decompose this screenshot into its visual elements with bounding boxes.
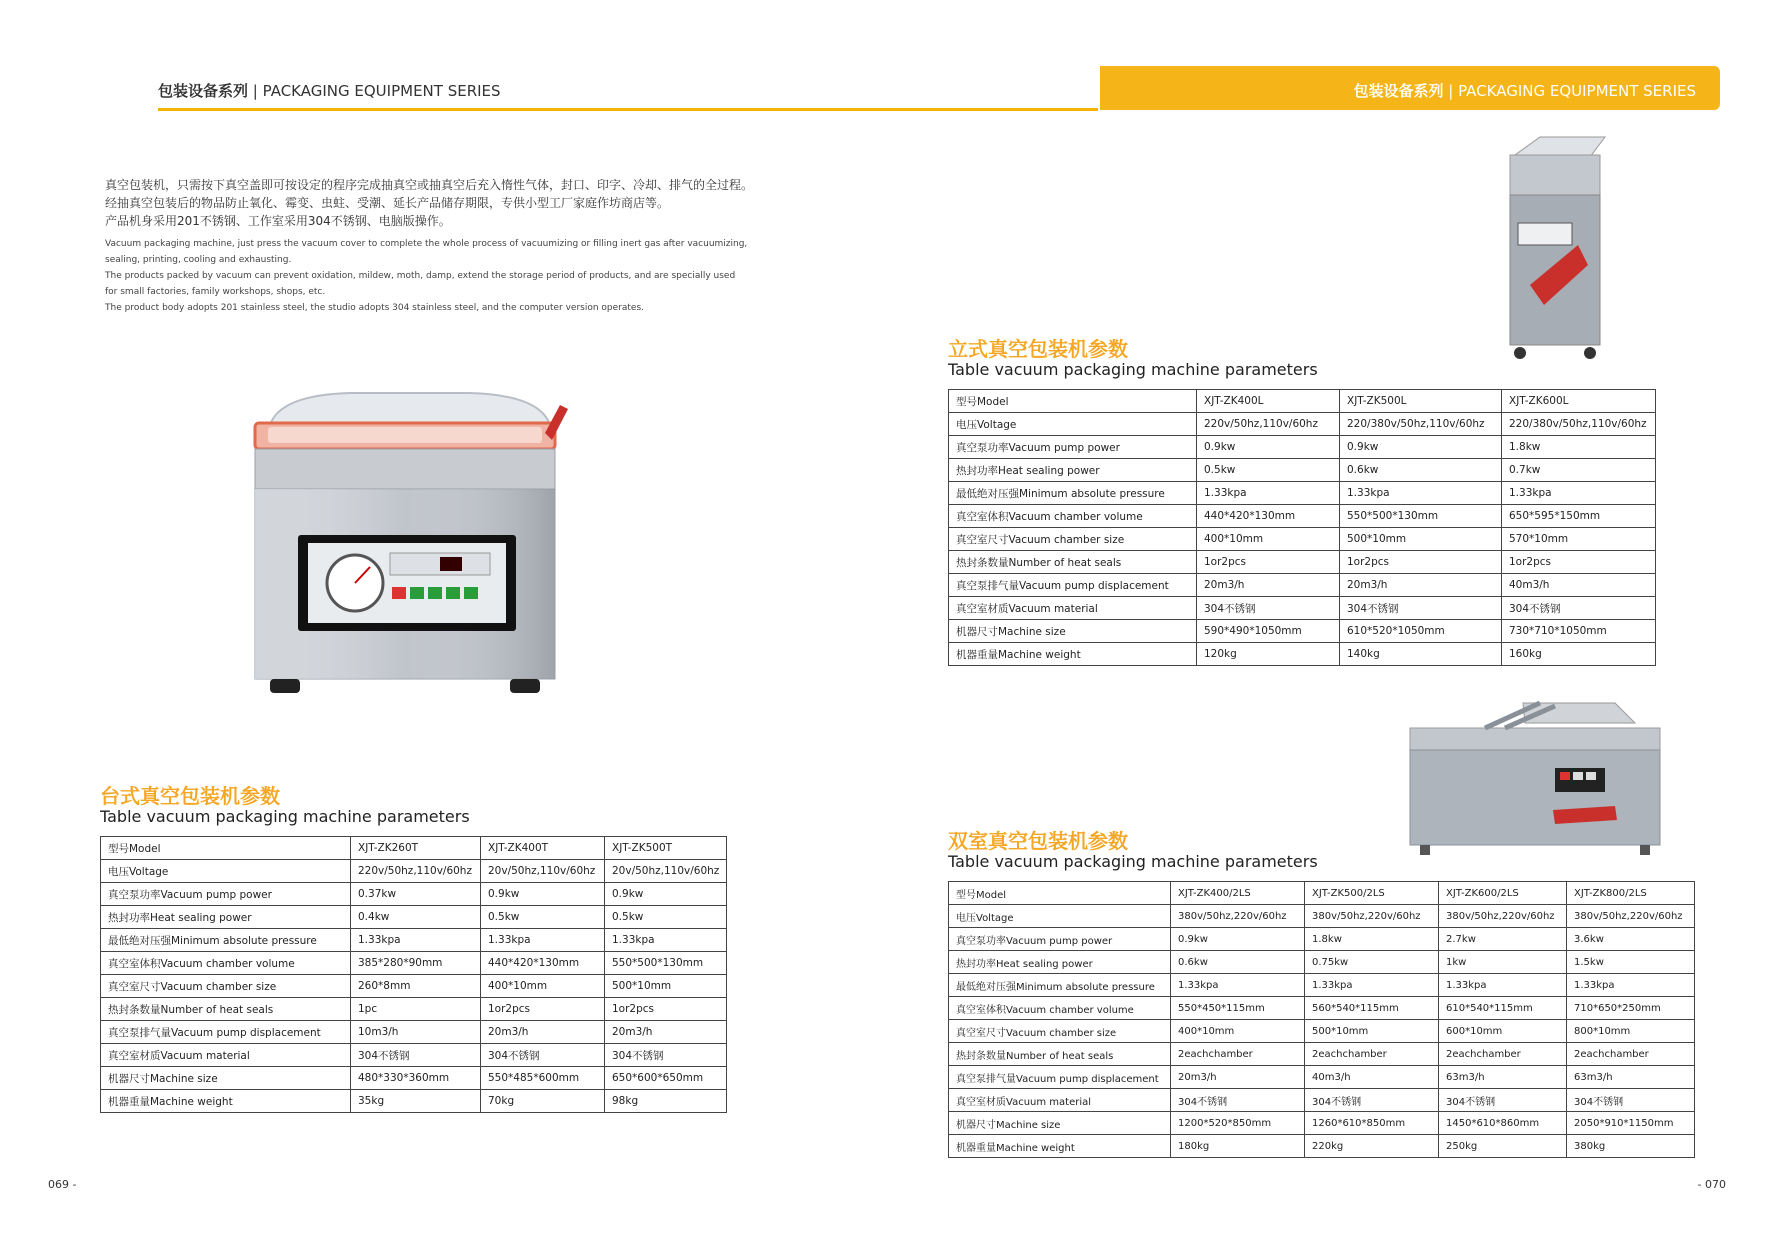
- parameter-value: 20m3/h: [1340, 574, 1502, 597]
- parameter-label: 真空室尺寸Vacuum chamber size: [949, 528, 1197, 551]
- parameter-label: 型号Model: [101, 837, 351, 860]
- parameter-value: 220/380v/50hz,110v/60hz: [1502, 413, 1656, 436]
- parameter-label: 真空室材质Vacuum material: [101, 1044, 351, 1067]
- parameter-value: 160kg: [1502, 643, 1656, 666]
- parameter-value: 304不锈钢: [1567, 1089, 1695, 1112]
- page-number-left: 069 -: [48, 1178, 77, 1191]
- parameter-value: 550*500*130mm: [605, 952, 727, 975]
- table-row: [949, 413, 1656, 436]
- intro-en-line: sealing, printing, cooling and exhausting.: [105, 255, 292, 265]
- intro-en-line: for small factories, family workshops, shops, etc.: [105, 287, 326, 297]
- parameter-value: 1or2pcs: [1197, 551, 1340, 574]
- header-left-en: PACKAGING EQUIPMENT SERIES: [262, 82, 501, 100]
- table-row: [949, 597, 1656, 620]
- parameter-value: 1or2pcs: [1340, 551, 1502, 574]
- parameter-value: 550*485*600mm: [481, 1067, 605, 1090]
- parameter-value: 560*540*115mm: [1305, 997, 1439, 1020]
- parameter-value: 590*490*1050mm: [1197, 620, 1340, 643]
- parameter-value: 140kg: [1340, 643, 1502, 666]
- parameter-value: 20v/50hz,110v/60hz: [481, 860, 605, 883]
- parameter-value: XJT-ZK400T: [481, 837, 605, 860]
- parameter-value: 1200*520*850mm: [1171, 1112, 1305, 1135]
- header-right-cn: 包装设备系列: [1353, 82, 1444, 100]
- table-row: [101, 998, 727, 1021]
- parameter-value: 800*10mm: [1567, 1020, 1695, 1043]
- parameter-value: 650*600*650mm: [605, 1067, 727, 1090]
- parameter-label: 真空泵功率Vacuum pump power: [101, 883, 351, 906]
- table-row: [949, 574, 1656, 597]
- double-machine-spec-table: [948, 881, 1695, 1158]
- table-row: [101, 1021, 727, 1044]
- table-machine-title-cn: 台式真空包装机参数: [100, 784, 280, 808]
- parameter-value: 610*540*115mm: [1439, 997, 1567, 1020]
- parameter-value: 1pc: [351, 998, 481, 1021]
- parameter-label: 机器重量Machine weight: [949, 643, 1197, 666]
- intro-cn-line: 真空包装机，只需按下真空盖即可按设定的程序完成抽真空或抽真空后充入惰性气体，封口、印字、冷却、排气的全过程。: [105, 178, 754, 192]
- parameter-value: 1.33kpa: [1567, 974, 1695, 997]
- parameter-value: 304不锈钢: [351, 1044, 481, 1067]
- table-row: [101, 883, 727, 906]
- table-row: [949, 551, 1656, 574]
- header-left-rule: [158, 108, 1098, 111]
- parameter-value: 10m3/h: [351, 1021, 481, 1044]
- parameter-value: XJT-ZK500T: [605, 837, 727, 860]
- intro-en-line: The products packed by vacuum can prevent oxidation, mildew, moth, damp, extend the storage period of products, and are specially used: [105, 271, 736, 281]
- parameter-value: 220kg: [1305, 1135, 1439, 1158]
- parameter-label: 电压Voltage: [949, 413, 1197, 436]
- parameter-value: 550*450*115mm: [1171, 997, 1305, 1020]
- parameter-value: 480*330*360mm: [351, 1067, 481, 1090]
- parameter-value: 0.5kw: [1197, 459, 1340, 482]
- table-row: [101, 975, 727, 998]
- parameter-label: 真空室体积Vacuum chamber volume: [949, 505, 1197, 528]
- table-row: [949, 951, 1695, 974]
- parameter-label: 真空室材质Vacuum material: [949, 1089, 1171, 1112]
- parameter-value: 1.33kpa: [1502, 482, 1656, 505]
- parameter-value: 220v/50hz,110v/60hz: [351, 860, 481, 883]
- table-row: [949, 928, 1695, 951]
- parameter-label: 热封条数量Number of heat seals: [101, 998, 351, 1021]
- parameter-value: 2eachchamber: [1439, 1043, 1567, 1066]
- vertical-vacuum-machine-icon: [1500, 135, 1610, 365]
- parameter-value: 1260*610*850mm: [1305, 1112, 1439, 1135]
- parameter-value: 304不锈钢: [1197, 597, 1340, 620]
- parameter-label: 机器尺寸Machine size: [949, 1112, 1171, 1135]
- table-row: [949, 459, 1656, 482]
- table-row: [949, 905, 1695, 928]
- parameter-value: 710*650*250mm: [1567, 997, 1695, 1020]
- parameter-value: 570*10mm: [1502, 528, 1656, 551]
- parameter-value: 1450*610*860mm: [1439, 1112, 1567, 1135]
- parameter-label: 真空泵排气量Vacuum pump displacement: [101, 1021, 351, 1044]
- parameter-value: 20m3/h: [1197, 574, 1340, 597]
- vertical-machine-title-en: Table vacuum packaging machine parameters: [948, 360, 1318, 379]
- parameter-value: 0.9kw: [605, 883, 727, 906]
- parameter-value: 0.6kw: [1340, 459, 1502, 482]
- table-row: [101, 1067, 727, 1090]
- parameter-value: 40m3/h: [1502, 574, 1656, 597]
- parameter-label: 电压Voltage: [949, 905, 1171, 928]
- table-row: [949, 1089, 1695, 1112]
- parameter-value: 380kg: [1567, 1135, 1695, 1158]
- table-row: [949, 882, 1695, 905]
- parameter-label: 热封功率Heat sealing power: [101, 906, 351, 929]
- parameter-value: 1or2pcs: [481, 998, 605, 1021]
- table-row: [101, 952, 727, 975]
- parameter-label: 真空泵排气量Vacuum pump displacement: [949, 1066, 1171, 1089]
- parameter-label: 最低绝对压强Minimum absolute pressure: [949, 482, 1197, 505]
- parameter-value: 0.5kw: [605, 906, 727, 929]
- parameter-value: 1.33kpa: [351, 929, 481, 952]
- parameter-value: 500*10mm: [1305, 1020, 1439, 1043]
- parameter-value: 1.8kw: [1502, 436, 1656, 459]
- parameter-value: 600*10mm: [1439, 1020, 1567, 1043]
- header-left-separator: |: [248, 82, 263, 100]
- parameter-value: XJT-ZK400/2LS: [1171, 882, 1305, 905]
- parameter-value: XJT-ZK600/2LS: [1439, 882, 1567, 905]
- parameter-value: 40m3/h: [1305, 1066, 1439, 1089]
- table-row: [949, 1066, 1695, 1089]
- double-chamber-vacuum-machine-icon: [1405, 698, 1665, 858]
- header-right-en: PACKAGING EQUIPMENT SERIES: [1458, 82, 1696, 100]
- parameter-value: 304不锈钢: [1305, 1089, 1439, 1112]
- parameter-value: 304不锈钢: [1502, 597, 1656, 620]
- table-row: [101, 929, 727, 952]
- parameter-value: 2.7kw: [1439, 928, 1567, 951]
- intro-cn-line: 产品机身采用201不锈钢、工作室采用304不锈钢、电脑版操作。: [105, 214, 451, 228]
- double-machine-title-en: Table vacuum packaging machine parameters: [948, 852, 1318, 871]
- parameter-value: 0.37kw: [351, 883, 481, 906]
- parameter-value: 730*710*1050mm: [1502, 620, 1656, 643]
- parameter-value: 650*595*150mm: [1502, 505, 1656, 528]
- header-right: [1353, 80, 1696, 101]
- parameter-value: 1.33kpa: [1305, 974, 1439, 997]
- intro-cn-line: 经抽真空包装后的物品防止氧化、霉变、虫蛀、受潮、延长产品储存期限，专供小型工厂家庭作坊商店等。: [105, 196, 670, 210]
- parameter-value: 1.33kpa: [605, 929, 727, 952]
- parameter-label: 真空泵排气量Vacuum pump displacement: [949, 574, 1197, 597]
- table-row: [949, 436, 1656, 459]
- parameter-value: 550*500*130mm: [1340, 505, 1502, 528]
- parameter-label: 型号Model: [949, 882, 1171, 905]
- parameter-value: 2eachchamber: [1171, 1043, 1305, 1066]
- table-row: [949, 1135, 1695, 1158]
- vertical-machine-title-cn: 立式真空包装机参数: [948, 337, 1128, 361]
- parameter-value: 0.6kw: [1171, 951, 1305, 974]
- parameter-value: 63m3/h: [1567, 1066, 1695, 1089]
- parameter-label: 真空室体积Vacuum chamber volume: [101, 952, 351, 975]
- parameter-value: XJT-ZK400L: [1197, 390, 1340, 413]
- parameter-value: 1.33kpa: [1340, 482, 1502, 505]
- intro-cn: [105, 176, 765, 230]
- parameter-value: 0.9kw: [1340, 436, 1502, 459]
- parameter-label: 热封条数量Number of heat seals: [949, 1043, 1171, 1066]
- parameter-value: 2eachchamber: [1305, 1043, 1439, 1066]
- parameter-value: 2eachchamber: [1567, 1043, 1695, 1066]
- parameter-value: 0.9kw: [1197, 436, 1340, 459]
- table-row: [949, 1112, 1695, 1135]
- parameter-value: 500*10mm: [1340, 528, 1502, 551]
- parameter-value: 400*10mm: [1197, 528, 1340, 551]
- parameter-label: 型号Model: [949, 390, 1197, 413]
- parameter-value: 380v/50hz,220v/60hz: [1567, 905, 1695, 928]
- parameter-value: 35kg: [351, 1090, 481, 1113]
- parameter-value: 380v/50hz,220v/60hz: [1439, 905, 1567, 928]
- table-row: [101, 860, 727, 883]
- parameter-label: 真空室尺寸Vacuum chamber size: [949, 1020, 1171, 1043]
- parameter-value: XJT-ZK500/2LS: [1305, 882, 1439, 905]
- table-row: [949, 643, 1656, 666]
- parameter-value: 20m3/h: [1171, 1066, 1305, 1089]
- table-row: [949, 1043, 1695, 1066]
- header-right-separator: |: [1443, 82, 1459, 100]
- parameter-value: 1or2pcs: [605, 998, 727, 1021]
- parameter-label: 最低绝对压强Minimum absolute pressure: [101, 929, 351, 952]
- intro-en-line: Vacuum packaging machine, just press the vacuum cover to complete the whole process of vacuumizing or filling inert gas after vacuumizing,: [105, 239, 748, 249]
- parameter-value: 380v/50hz,220v/60hz: [1305, 905, 1439, 928]
- vertical-machine-spec-table: [948, 389, 1656, 666]
- table-row: [949, 620, 1656, 643]
- parameter-value: 0.9kw: [1171, 928, 1305, 951]
- parameter-value: 0.9kw: [481, 883, 605, 906]
- parameter-value: 500*10mm: [605, 975, 727, 998]
- parameter-value: 3.6kw: [1567, 928, 1695, 951]
- parameter-value: 400*10mm: [1171, 1020, 1305, 1043]
- parameter-label: 最低绝对压强Minimum absolute pressure: [949, 974, 1171, 997]
- parameter-label: 机器尺寸Machine size: [949, 620, 1197, 643]
- table-row: [101, 1090, 727, 1113]
- parameter-value: 0.4kw: [351, 906, 481, 929]
- parameter-label: 真空室材质Vacuum material: [949, 597, 1197, 620]
- table-row: [949, 997, 1695, 1020]
- table-row: [949, 390, 1656, 413]
- header-left-cn: 包装设备系列: [158, 82, 249, 100]
- parameter-label: 真空泵功率Vacuum pump power: [949, 436, 1197, 459]
- parameter-label: 热封条数量Number of heat seals: [949, 551, 1197, 574]
- parameter-value: 260*8mm: [351, 975, 481, 998]
- parameter-value: XJT-ZK260T: [351, 837, 481, 860]
- parameter-value: 70kg: [481, 1090, 605, 1113]
- parameter-value: 1.33kpa: [1197, 482, 1340, 505]
- parameter-label: 真空室体积Vacuum chamber volume: [949, 997, 1171, 1020]
- parameter-label: 热封功率Heat sealing power: [949, 459, 1197, 482]
- parameter-value: XJT-ZK500L: [1340, 390, 1502, 413]
- double-machine-title-cn: 双室真空包装机参数: [948, 829, 1128, 853]
- parameter-value: 1or2pcs: [1502, 551, 1656, 574]
- table-row: [949, 1020, 1695, 1043]
- parameter-value: 304不锈钢: [1340, 597, 1502, 620]
- parameter-label: 机器尺寸Machine size: [101, 1067, 351, 1090]
- parameter-value: 440*420*130mm: [1197, 505, 1340, 528]
- parameter-value: 304不锈钢: [1439, 1089, 1567, 1112]
- page-number-right: - 070: [1697, 1178, 1726, 1191]
- parameter-label: 真空室尺寸Vacuum chamber size: [101, 975, 351, 998]
- parameter-value: 1.33kpa: [481, 929, 605, 952]
- parameter-label: 真空泵功率Vacuum pump power: [949, 928, 1171, 951]
- parameter-value: XJT-ZK800/2LS: [1567, 882, 1695, 905]
- parameter-value: 0.7kw: [1502, 459, 1656, 482]
- parameter-value: 20m3/h: [605, 1021, 727, 1044]
- parameter-value: 1kw: [1439, 951, 1567, 974]
- parameter-value: 304不锈钢: [481, 1044, 605, 1067]
- parameter-label: 机器重量Machine weight: [949, 1135, 1171, 1158]
- parameter-value: 304不锈钢: [1171, 1089, 1305, 1112]
- parameter-value: 440*420*130mm: [481, 952, 605, 975]
- parameter-value: 2050*910*1150mm: [1567, 1112, 1695, 1135]
- parameter-label: 热封功率Heat sealing power: [949, 951, 1171, 974]
- tabletop-vacuum-machine-icon: [250, 385, 570, 720]
- parameter-value: 610*520*1050mm: [1340, 620, 1502, 643]
- intro-en: [105, 236, 765, 316]
- table-row: [101, 906, 727, 929]
- table-row: [949, 505, 1656, 528]
- parameter-value: 0.5kw: [481, 906, 605, 929]
- table-row: [949, 482, 1656, 505]
- parameter-value: 304不锈钢: [605, 1044, 727, 1067]
- parameter-value: 120kg: [1197, 643, 1340, 666]
- parameter-value: 380v/50hz,220v/60hz: [1171, 905, 1305, 928]
- table-row: [949, 528, 1656, 551]
- parameter-value: 1.33kpa: [1171, 974, 1305, 997]
- parameter-value: 400*10mm: [481, 975, 605, 998]
- parameter-value: 1.33kpa: [1439, 974, 1567, 997]
- intro-en-line: The product body adopts 201 stainless steel, the studio adopts 304 stainless steel, and the computer version operates.: [105, 303, 645, 313]
- parameter-value: 20m3/h: [481, 1021, 605, 1044]
- parameter-value: 250kg: [1439, 1135, 1567, 1158]
- table-machine-spec-table: [100, 836, 727, 1113]
- parameter-value: 1.8kw: [1305, 928, 1439, 951]
- parameter-value: 0.75kw: [1305, 951, 1439, 974]
- parameter-value: 1.5kw: [1567, 951, 1695, 974]
- table-machine-title-en: Table vacuum packaging machine parameters: [100, 807, 470, 826]
- header-left: [158, 80, 501, 101]
- parameter-value: 180kg: [1171, 1135, 1305, 1158]
- parameter-value: 220v/50hz,110v/60hz: [1197, 413, 1340, 436]
- parameter-label: 机器重量Machine weight: [101, 1090, 351, 1113]
- parameter-value: 220/380v/50hz,110v/60hz: [1340, 413, 1502, 436]
- parameter-value: 63m3/h: [1439, 1066, 1567, 1089]
- parameter-value: 98kg: [605, 1090, 727, 1113]
- table-row: [101, 1044, 727, 1067]
- table-row: [949, 974, 1695, 997]
- parameter-value: 20v/50hz,110v/60hz: [605, 860, 727, 883]
- parameter-value: XJT-ZK600L: [1502, 390, 1656, 413]
- parameter-value: 385*280*90mm: [351, 952, 481, 975]
- table-row: [101, 837, 727, 860]
- parameter-label: 电压Voltage: [101, 860, 351, 883]
